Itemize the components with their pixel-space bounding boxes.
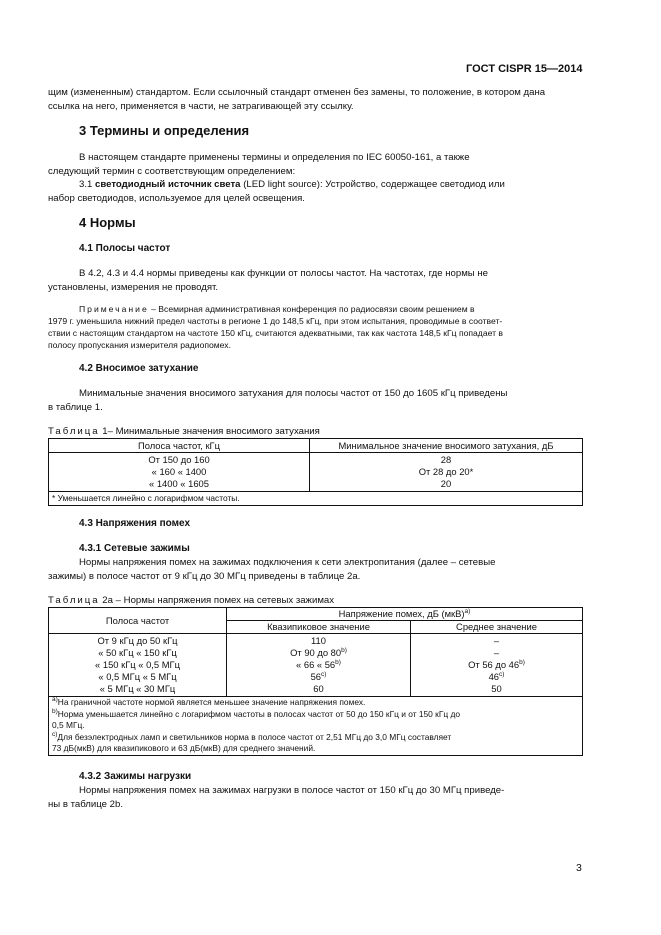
section-3-line-2: следующий термин с соответствующим определением:: [48, 165, 296, 177]
cell-text: От 56 до 46: [468, 659, 520, 670]
cell-text: 60: [313, 683, 324, 694]
cell-text: 46: [488, 671, 499, 682]
table-2a-qp-3: [227, 659, 410, 671]
table-2a-col-band: Полоса частот: [49, 608, 227, 634]
term-name: светодиодный источник света: [95, 179, 241, 190]
table-1-caption-text: 1– Минимальные значения вносимого затухания: [102, 426, 320, 437]
section-4-3-1-paragraph: [48, 556, 583, 583]
footnote-marker: b): [52, 707, 58, 715]
intro-line-1: щим (измененным) стандартом. Если ссылочный стандарт отменен без замены, то положение, в котором дана: [48, 87, 546, 98]
table-1-body: [49, 453, 583, 492]
table-1-freq-3: « 1400 « 1605: [149, 478, 209, 489]
cell-text: 50: [491, 683, 502, 694]
table-2a-col-voltage: [227, 608, 583, 621]
section-4-2-line-1: Минимальные значения вносимого затухания для полосы частот от 150 до 1605 кГц приведены: [79, 388, 508, 399]
cell-text: На граничной частоте нормой является меньшее значение напряжения помех.: [57, 697, 366, 708]
section-4-3-2-title: 4.3.2 Зажимы нагрузки: [79, 771, 192, 782]
cell-text: « 66 « 56: [296, 659, 336, 670]
footnote-marker: c): [321, 670, 327, 678]
document-header: ГОСТ CISPR 15—2014: [466, 63, 583, 75]
table-2a-band-1: От 9 кГц до 50 кГц: [97, 635, 178, 646]
table-2a-footnote-a: [52, 697, 582, 709]
table-1-col-freq: Полоса частот, кГц: [49, 439, 310, 453]
table-2a-avg-cell: [411, 634, 583, 697]
note-line-2: 1979 г. уменьшила нижний предел частоты в регионе 1 до 148,5 кГц, при этом испытания, проводимые в соответ-: [48, 316, 503, 326]
cell-text: От 90 до 80: [290, 647, 342, 658]
table-2a-band-3: « 150 кГц « 0,5 МГц: [95, 659, 180, 670]
table-2a-avg-5: [411, 683, 582, 695]
term-definition: [48, 178, 583, 192]
table-1: [48, 438, 583, 506]
table-1-val-2: От 28 до 20*: [418, 466, 474, 477]
section-3-title: 3 Термины и определения: [79, 123, 250, 138]
table-2a-caption-label: Таблица: [48, 595, 100, 606]
table-2a-footnotes: [49, 697, 583, 756]
section-4-2-title: 4.2 Вносимое затухание: [79, 363, 199, 374]
table-1-value-cell: [310, 453, 583, 492]
section-4-1-title: 4.1 Полосы частот: [79, 243, 171, 254]
section-4-2-line-2: в таблице 1.: [48, 401, 103, 413]
table-2a-col-avg: Среднее значение: [411, 621, 583, 634]
table-2a-footnote-c: [52, 732, 582, 744]
section-4-3-title: 4.3 Напряжения помех: [79, 518, 191, 529]
table-2a-qp-2: [227, 647, 410, 659]
section-4-2-paragraph: [48, 387, 583, 414]
table-2a-footnote-b: [52, 709, 582, 721]
table-2a: [48, 607, 583, 756]
footnote-marker: c): [52, 730, 58, 738]
note-line-1: – Всемирная административная конференция по радиосвязи своим решением в: [151, 304, 475, 314]
intro-line-2: ссылка на него, применяется в части, не затрагивающей эту ссылку.: [48, 100, 354, 112]
table-2a-qp-1: [227, 635, 410, 647]
footnote-marker: b): [335, 658, 341, 666]
table-2a-footnote-c-2: 73 дБ(мкВ) для квазипикового и 63 дБ(мкВ) для среднего значений.: [52, 743, 316, 754]
table-2a-band-cell: [49, 634, 227, 697]
section-4-3-1-line-2: зажимы) в полосе частот от 9 кГц до 30 МГц приведены в таблице 2а.: [48, 570, 361, 582]
table-2a-qp-5: [227, 683, 410, 695]
table-1-footnote-row: [49, 492, 583, 506]
table-2a-avg-4: [411, 671, 582, 683]
table-1-freq-1: От 150 до 160: [148, 454, 210, 465]
table-2a-qp-4: [227, 671, 410, 683]
table-1-freq-cell: [49, 453, 310, 492]
section-3-paragraph: [48, 151, 583, 205]
table-1-freq-2: « 160 « 1400: [151, 466, 207, 477]
table-1-footnote: * Уменьшается линейно с логарифмом частоты.: [49, 492, 583, 506]
section-4-3-1-line-1: Нормы напряжения помех на зажимах подключения к сети электропитания (далее – сетевые: [79, 557, 496, 568]
term-line-2: набор светодиодов, используемое для целей освещения.: [48, 192, 305, 204]
table-2a-qp-cell: [227, 634, 411, 697]
footnote-marker: c): [499, 670, 505, 678]
footnote-marker: b): [519, 658, 525, 666]
table-2a-header-row-1: [49, 608, 583, 621]
table-2a-avg-1: [411, 635, 582, 647]
footnote-marker: a): [52, 696, 58, 704]
table-2a-avg-2: [411, 647, 582, 659]
section-4-3-2-line-1: Нормы напряжения помех на зажимах нагрузки в полосе частот от 150 кГц до 30 МГц приведе-: [79, 785, 505, 796]
table-2a-footnotes-row: [49, 697, 583, 756]
section-4-3-2-line-2: ны в таблице 2b.: [48, 798, 123, 810]
table-2a-band-2: « 50 кГц « 150 кГц: [98, 647, 177, 658]
table-2a-band-4: « 0,5 МГц « 5 МГц: [98, 671, 177, 682]
cell-text: Напряжение помех, дБ (мкВ): [338, 608, 465, 619]
page-number: 3: [576, 862, 582, 874]
table-2a-caption: [48, 595, 334, 606]
table-1-col-attenuation: Минимальное значение вносимого затухания, дБ: [310, 439, 583, 453]
section-4-3-1-title: 4.3.1 Сетевые зажимы: [79, 543, 190, 554]
table-2a-footnote-b-2: 0,5 МГц.: [52, 720, 85, 731]
note-label: Примечание: [79, 304, 149, 314]
cell-text: Для безэлектродных ламп и светильников норма в полосе частот от 2,51 МГц до 3,0 МГц составляет: [57, 731, 452, 742]
intro-paragraph: [48, 86, 583, 113]
section-4-1-line-1: В 4.2, 4.3 и 4.4 нормы приведены как функции от полосы частот. На частотах, где нормы не: [79, 268, 488, 279]
term-number: 3.1: [79, 179, 93, 190]
cell-text: 110: [311, 635, 326, 646]
footnote-marker: a): [464, 607, 471, 615]
cell-text: –: [493, 647, 500, 658]
section-4-1-paragraph: [48, 267, 583, 294]
table-2a-avg-3: [411, 659, 582, 671]
table-1-caption: [48, 426, 320, 437]
cell-text: –: [493, 635, 500, 646]
table-1-val-3: 20: [440, 478, 452, 489]
table-2a-band-5: « 5 МГц « 30 МГц: [99, 683, 176, 694]
note-4-1: [48, 303, 583, 351]
table-2a-caption-text: 2а – Нормы напряжения помех на сетевых зажимах: [102, 595, 335, 606]
table-2a-col-qp: Квазипиковое значение: [227, 621, 411, 634]
note-line-3: ствии с настоящим стандартом на частоте 150 кГц, считаются адекватными, так как частота 148,5 кГц попадает в: [48, 328, 503, 338]
table-1-caption-label: Таблица: [48, 426, 100, 437]
section-4-1-line-2: установлены, измерения не проводят.: [48, 281, 219, 293]
table-2a-body: [49, 634, 583, 697]
section-4-3-2-paragraph: [48, 784, 583, 811]
section-4-title: 4 Нормы: [79, 215, 136, 230]
term-rest: (LED light source): Устройство, содержащее светодиод или: [243, 179, 505, 190]
table-1-val-1: 28: [440, 454, 452, 465]
cell-text: 56: [310, 671, 321, 682]
section-3-line-1: В настоящем стандарте применены термины и определения по IEC 60050-161, а также: [79, 152, 470, 163]
note-line-4: полосу пропускания измерителя радиопомех.: [48, 340, 231, 350]
footnote-marker: b): [341, 646, 347, 654]
cell-text: Норма уменьшается линейно с логарифмом частоты в полосах частот от 50 до 150 кГц и от 150 кГц до: [57, 708, 461, 719]
table-1-header-row: [49, 439, 583, 453]
